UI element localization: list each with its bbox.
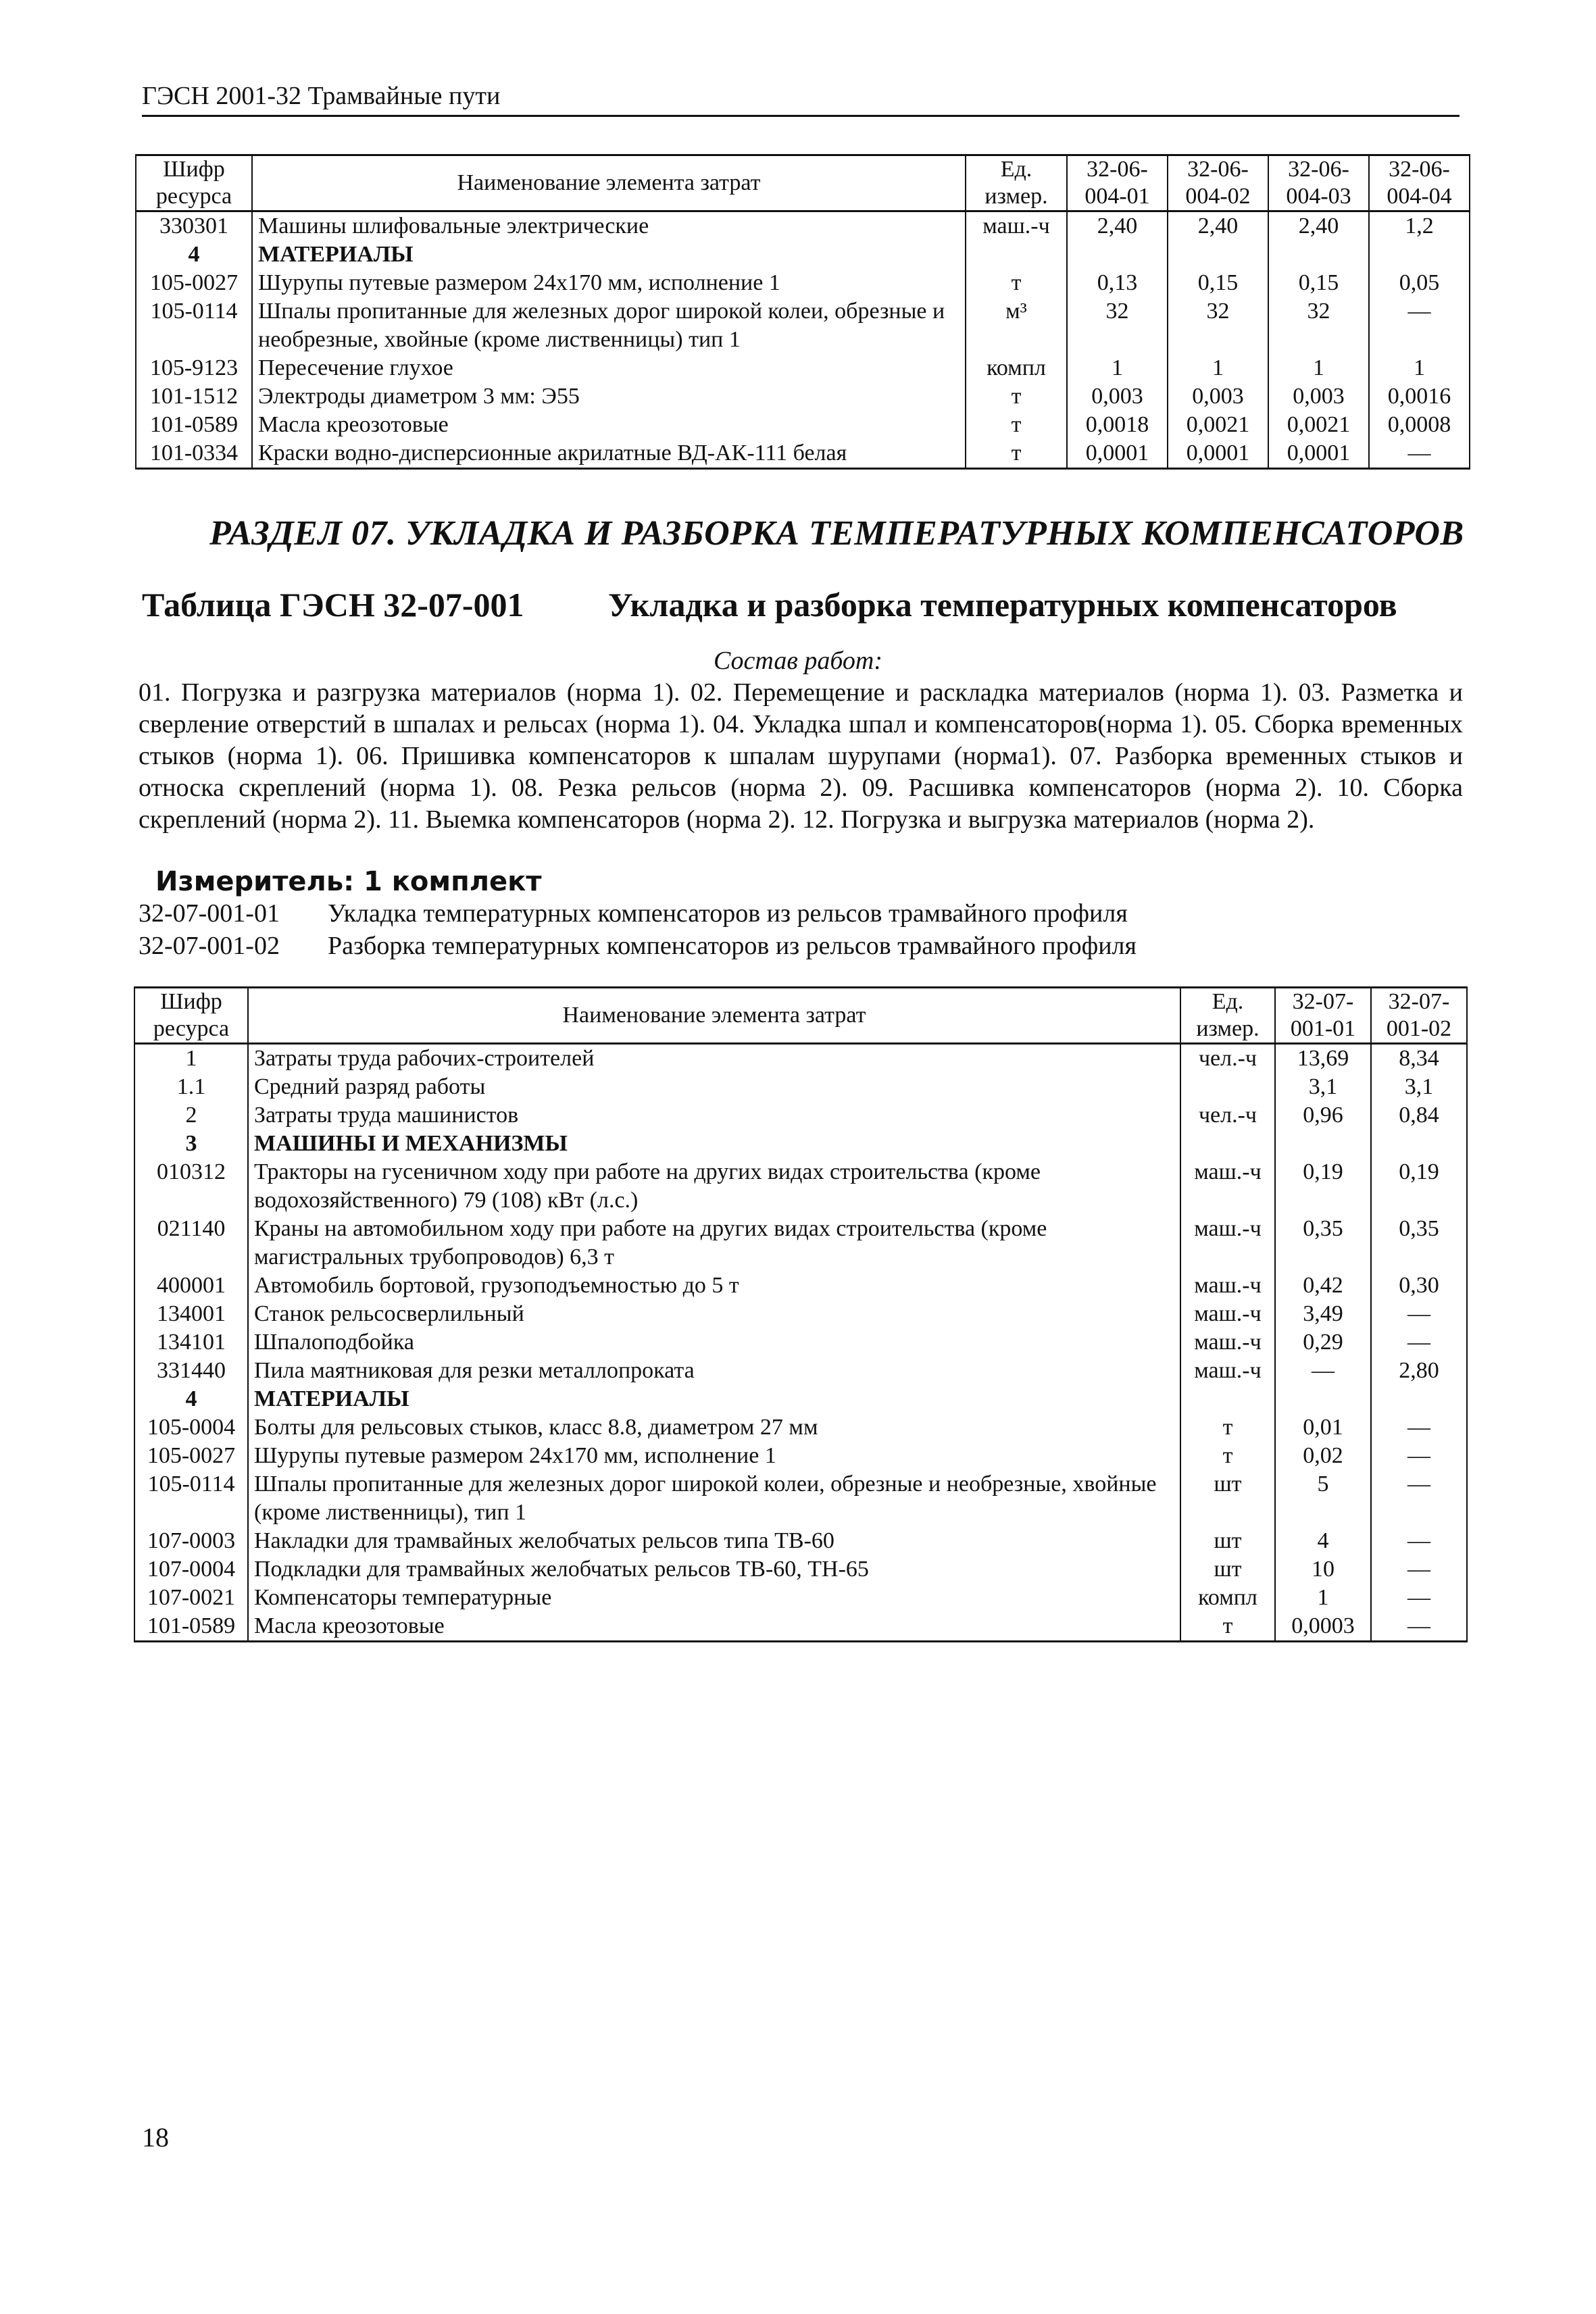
row-value: 10	[1275, 1555, 1371, 1584]
row-value	[1168, 241, 1268, 269]
row-value: 0,02	[1275, 1442, 1371, 1470]
header-name: Наименование элемента затрат	[252, 155, 966, 211]
table-section-row	[134, 1385, 1467, 1413]
row-code: 105-0027	[136, 269, 252, 297]
table-row	[134, 1470, 1467, 1527]
row-code: 330301	[136, 211, 252, 241]
header-col-1: 32-06-004-01	[1067, 155, 1168, 211]
row-code: 3	[134, 1130, 248, 1158]
row-value: 3,49	[1275, 1300, 1371, 1328]
row-value: 1	[1268, 354, 1369, 382]
resources-table-32-06-004	[135, 154, 1470, 470]
variant-code: 32-07-001-02	[139, 932, 280, 960]
row-value	[1275, 1385, 1371, 1413]
row-value: 13,69	[1275, 1044, 1371, 1074]
variant-text: Укладка температурных компенсаторов из рельсов трамвайного профиля	[328, 899, 1128, 928]
row-name: Пила маятниковая для резки металлопроката	[248, 1357, 1180, 1385]
row-value: 32	[1168, 297, 1268, 354]
row-value: 0,0001	[1067, 439, 1168, 469]
table-row	[134, 1442, 1467, 1470]
row-code: 1.1	[134, 1073, 248, 1101]
table-caption: Укладка и разборка температурных компенсаторов	[608, 586, 1397, 624]
row-unit: маш.-ч	[1180, 1328, 1275, 1357]
row-name: МАТЕРИАЛЫ	[252, 241, 966, 269]
row-value: 32	[1268, 297, 1369, 354]
row-name: Краски водно-дисперсионные акрилатные ВД-АК-111 белая	[252, 439, 966, 469]
row-value: 4	[1275, 1527, 1371, 1555]
row-unit: маш.-ч	[1180, 1272, 1275, 1300]
row-name: Шурупы путевые размером 24х170 мм, исполнение 1	[252, 269, 966, 297]
row-value: 0,35	[1371, 1215, 1467, 1272]
table-row	[136, 269, 1470, 297]
header-col-2: 32-07-001-02	[1371, 988, 1467, 1044]
row-value: 0,29	[1275, 1328, 1371, 1357]
row-value	[1067, 241, 1168, 269]
row-name: Шпалы пропитанные для железных дорог широкой колеи, обрезные и необрезные, хвойные (кроме лиственницы) тип 1	[252, 297, 966, 354]
row-name: Пересечение глухое	[252, 354, 966, 382]
row-value: 1,2	[1369, 211, 1470, 241]
row-value	[1371, 1130, 1467, 1158]
row-value: 0,84	[1371, 1101, 1467, 1130]
table-row	[134, 1413, 1467, 1442]
row-unit: т	[1180, 1442, 1275, 1470]
row-value: 0,96	[1275, 1101, 1371, 1130]
table-row	[134, 1044, 1467, 1074]
row-code: 101-0589	[134, 1612, 248, 1642]
row-name: Тракторы на гусеничном ходу при работе на других видах строительства (кроме водохозяйственного) 79 (108) кВт (л.с.)	[248, 1158, 1180, 1215]
row-code: 105-9123	[136, 354, 252, 382]
row-value: 0,0001	[1168, 439, 1268, 469]
row-code: 105-0114	[134, 1470, 248, 1527]
row-value: 0,0008	[1369, 411, 1470, 439]
row-unit: чел.-ч	[1180, 1044, 1275, 1074]
row-code: 331440	[134, 1357, 248, 1385]
variant-line	[139, 931, 1137, 961]
row-unit: т	[966, 439, 1067, 469]
row-value: 0,35	[1275, 1215, 1371, 1272]
table-header-row	[134, 988, 1467, 1044]
row-unit: маш.-ч	[1180, 1158, 1275, 1215]
row-value: 0,0018	[1067, 411, 1168, 439]
table-row	[136, 382, 1470, 411]
row-value: 1	[1067, 354, 1168, 382]
row-value: 0,19	[1371, 1158, 1467, 1215]
row-value: 0,003	[1168, 382, 1268, 411]
table-row	[134, 1101, 1467, 1130]
row-code: 4	[134, 1385, 248, 1413]
row-value: —	[1371, 1413, 1467, 1442]
row-value: 8,34	[1371, 1044, 1467, 1074]
row-name: Шпалы пропитанные для железных дорог широкой колеи, обрезные и необрезные, хвойные (кроме лиственницы), тип 1	[248, 1470, 1180, 1527]
row-unit: компл	[966, 354, 1067, 382]
composition-text: 01. Погрузка и разгрузка материалов (норма 1). 02. Перемещение и раскладка материалов (норма 1). 03. Разметка и сверление отверстий в шпалах и рельсах (норма 1). 04. Укладка шпал и компенсаторов(норма 1). 05. Сборка временных стыков (норма 1). 06. Пришивка компенсаторов к шпалам шурупами (норма1). 07. Разборка временных стыков и относка скреплений (норма 1). 08. Резка рельсов (норма 2). 09. Расшивка компенсаторов (норма 2). 10. Сборка скреплений (норма 2). 11. Выемка компенсаторов (норма 2). 12. Погрузка и выгрузка материалов (норма 2).	[139, 678, 1463, 834]
row-unit: маш.-ч	[1180, 1357, 1275, 1385]
table-row	[136, 297, 1470, 354]
row-value: —	[1371, 1527, 1467, 1555]
row-name: Краны на автомобильном ходу при работе на других видах строительства (кроме магистральных трубопроводов) 6,3 т	[248, 1215, 1180, 1272]
row-value: 0,0021	[1268, 411, 1369, 439]
header-code: Шифр ресурса	[136, 155, 252, 211]
row-value	[1268, 241, 1369, 269]
row-value: 0,0001	[1268, 439, 1369, 469]
resources-table-32-07-001	[134, 986, 1468, 1642]
header-code: Шифр ресурса	[134, 988, 248, 1044]
table-row	[134, 1215, 1467, 1272]
composition-title: Состав работ:	[713, 647, 883, 675]
row-value: 0,15	[1268, 269, 1369, 297]
row-code: 101-0589	[136, 411, 252, 439]
variant-code: 32-07-001-01	[139, 899, 280, 928]
row-value: 1	[1369, 354, 1470, 382]
meter-title: Измеритель: 1 комплект	[155, 866, 542, 897]
row-code: 2	[134, 1101, 248, 1130]
table-row	[136, 439, 1470, 469]
row-name: Накладки для трамвайных желобчатых рельсов типа ТВ-60	[248, 1527, 1180, 1555]
row-value: 1	[1168, 354, 1268, 382]
row-name: Автомобиль бортовой, грузоподъемностью до 5 т	[248, 1272, 1180, 1300]
row-name: Затраты труда рабочих-строителей	[248, 1044, 1180, 1074]
variant-text: Разборка температурных компенсаторов из рельсов трамвайного профиля	[328, 932, 1137, 960]
row-value: 0,15	[1168, 269, 1268, 297]
table-row	[136, 211, 1470, 241]
row-name: Масла креозотовые	[252, 411, 966, 439]
table-row	[136, 354, 1470, 382]
table-row	[136, 411, 1470, 439]
row-code: 105-0114	[136, 297, 252, 354]
row-code: 400001	[134, 1272, 248, 1300]
row-value: —	[1371, 1470, 1467, 1527]
row-value: 0,003	[1268, 382, 1369, 411]
row-value: 0,0016	[1369, 382, 1470, 411]
page-number: 18	[142, 2122, 169, 2153]
row-value: 2,40	[1168, 211, 1268, 241]
header-col-2: 32-06-004-02	[1168, 155, 1268, 211]
row-code: 105-0004	[134, 1413, 248, 1442]
table-row	[134, 1555, 1467, 1584]
row-name: МАШИНЫ И МЕХАНИЗМЫ	[248, 1130, 1180, 1158]
table-row	[134, 1584, 1467, 1612]
row-code: 021140	[134, 1215, 248, 1272]
row-code: 1	[134, 1044, 248, 1074]
table-row	[134, 1328, 1467, 1357]
row-value: 0,003	[1067, 382, 1168, 411]
header-col-1: 32-07-001-01	[1275, 988, 1371, 1044]
row-value: 0,0003	[1275, 1612, 1371, 1642]
row-unit: т	[1180, 1413, 1275, 1442]
table-header-row	[136, 155, 1470, 211]
row-value: 0,19	[1275, 1158, 1371, 1215]
row-code: 107-0004	[134, 1555, 248, 1584]
row-name: МАТЕРИАЛЫ	[248, 1385, 1180, 1413]
row-name: Станок рельсосверлильный	[248, 1300, 1180, 1328]
row-value: —	[1371, 1328, 1467, 1357]
row-name: Машины шлифовальные электрические	[252, 211, 966, 241]
row-value: 0,05	[1369, 269, 1470, 297]
row-value: —	[1371, 1442, 1467, 1470]
table-row	[134, 1612, 1467, 1642]
row-unit: шт	[1180, 1555, 1275, 1584]
row-unit: маш.-ч	[966, 211, 1067, 241]
page-header: ГЭСН 2001-32 Трамвайные пути	[142, 81, 1460, 117]
row-value: 3,1	[1275, 1073, 1371, 1101]
table-row	[134, 1357, 1467, 1385]
row-code: 134101	[134, 1328, 248, 1357]
row-unit: шт	[1180, 1470, 1275, 1527]
row-unit: шт	[1180, 1527, 1275, 1555]
row-unit: т	[966, 382, 1067, 411]
row-value	[1369, 241, 1470, 269]
row-value: 3,1	[1371, 1073, 1467, 1101]
table-label: Таблица ГЭСН 32-07-001	[142, 586, 524, 624]
row-name: Компенсаторы температурные	[248, 1584, 1180, 1612]
row-value: 0,13	[1067, 269, 1168, 297]
row-unit	[1180, 1385, 1275, 1413]
row-value: —	[1371, 1555, 1467, 1584]
row-unit: компл	[1180, 1584, 1275, 1612]
row-value: 32	[1067, 297, 1168, 354]
section-title: РАЗДЕЛ 07. УКЛАДКА И РАЗБОРКА ТЕМПЕРАТУРНЫХ КОМПЕНСАТОРОВ	[209, 514, 1464, 553]
row-code: 010312	[134, 1158, 248, 1215]
row-value: 5	[1275, 1470, 1371, 1527]
row-code: 107-0021	[134, 1584, 248, 1612]
row-value	[1275, 1130, 1371, 1158]
row-unit: т	[966, 269, 1067, 297]
row-value: —	[1371, 1584, 1467, 1612]
row-unit	[1180, 1073, 1275, 1101]
table-row	[134, 1527, 1467, 1555]
row-unit	[966, 241, 1067, 269]
row-code: 101-0334	[136, 439, 252, 469]
row-name: Средний разряд работы	[248, 1073, 1180, 1101]
row-code: 101-1512	[136, 382, 252, 411]
header-col-4: 32-06-004-04	[1369, 155, 1470, 211]
row-unit: м³	[966, 297, 1067, 354]
row-value: —	[1371, 1612, 1467, 1642]
row-value: 2,80	[1371, 1357, 1467, 1385]
table-row	[134, 1158, 1467, 1215]
row-unit: т	[1180, 1612, 1275, 1642]
row-name: Масла креозотовые	[248, 1612, 1180, 1642]
table-row	[134, 1300, 1467, 1328]
row-value: 0,30	[1371, 1272, 1467, 1300]
row-value: —	[1369, 297, 1470, 354]
row-unit: маш.-ч	[1180, 1300, 1275, 1328]
header-name: Наименование элемента затрат	[248, 988, 1180, 1044]
table-row	[134, 1073, 1467, 1101]
row-name: Шпалоподбойка	[248, 1328, 1180, 1357]
table-section-row	[136, 241, 1470, 269]
row-value: —	[1275, 1357, 1371, 1385]
row-value	[1371, 1385, 1467, 1413]
row-unit	[1180, 1130, 1275, 1158]
header-unit: Ед. измер.	[966, 155, 1067, 211]
header-col-3: 32-06-004-03	[1268, 155, 1369, 211]
row-code: 107-0003	[134, 1527, 248, 1555]
row-unit: маш.-ч	[1180, 1215, 1275, 1272]
row-unit: т	[966, 411, 1067, 439]
row-value: 0,0021	[1168, 411, 1268, 439]
row-value: —	[1371, 1300, 1467, 1328]
row-name: Шурупы путевые размером 24х170 мм, исполнение 1	[248, 1442, 1180, 1470]
row-value: 1	[1275, 1584, 1371, 1612]
row-code: 134001	[134, 1300, 248, 1328]
row-value: —	[1369, 439, 1470, 469]
row-name: Подкладки для трамвайных желобчатых рельсов ТВ-60, ТН-65	[248, 1555, 1180, 1584]
variant-line	[139, 899, 1128, 928]
row-code: 4	[136, 241, 252, 269]
row-name: Затраты труда машинистов	[248, 1101, 1180, 1130]
row-value: 0,01	[1275, 1413, 1371, 1442]
row-name: Болты для рельсовых стыков, класс 8.8, диаметром 27 мм	[248, 1413, 1180, 1442]
header-unit: Ед. измер.	[1180, 988, 1275, 1044]
row-code: 105-0027	[134, 1442, 248, 1470]
row-unit: чел.-ч	[1180, 1101, 1275, 1130]
row-value: 2,40	[1067, 211, 1168, 241]
table-section-row	[134, 1130, 1467, 1158]
table-row	[134, 1272, 1467, 1300]
row-value: 2,40	[1268, 211, 1369, 241]
row-value: 0,42	[1275, 1272, 1371, 1300]
row-name: Электроды диаметром 3 мм: Э55	[252, 382, 966, 411]
